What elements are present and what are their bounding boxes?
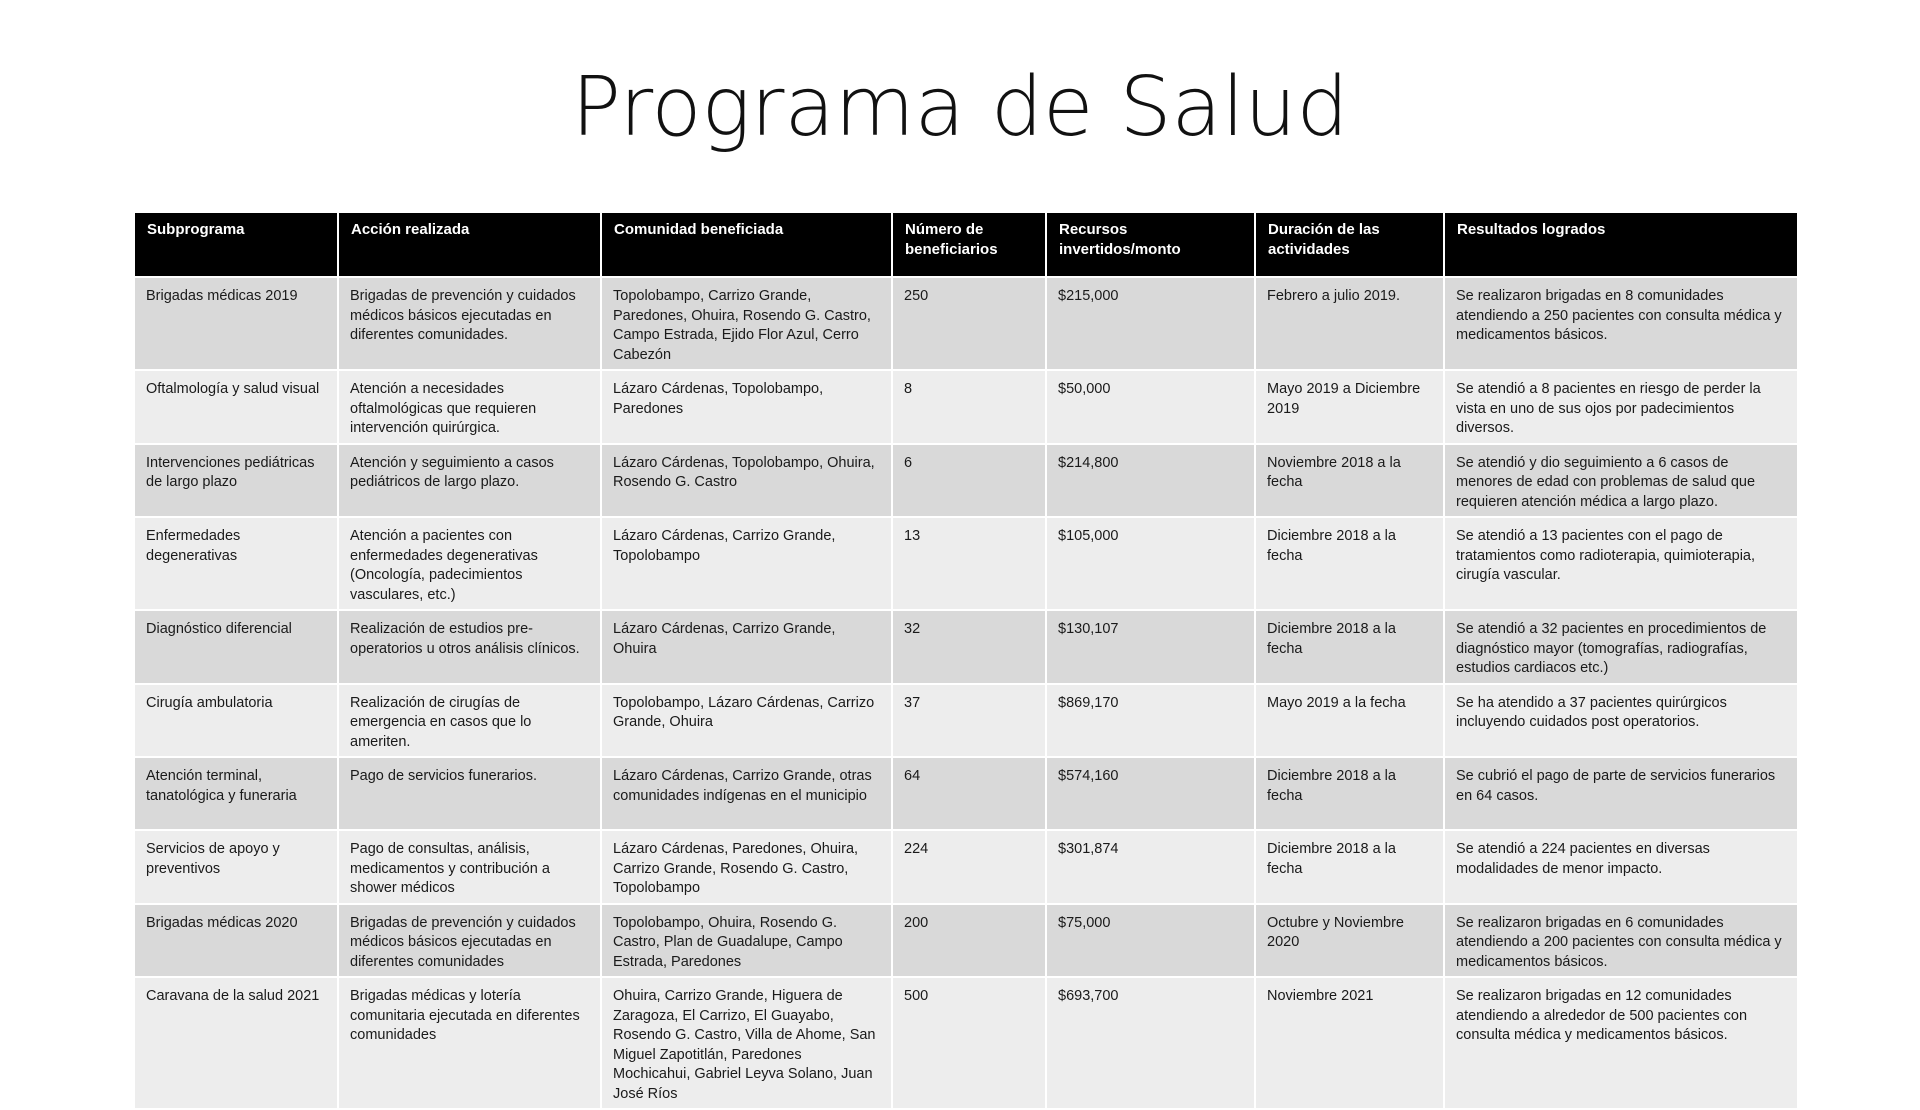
cell-comunidad: Lázaro Cárdenas, Topolobampo, Paredones bbox=[601, 370, 892, 444]
cell-subprograma: Servicios de apoyo y preventivos bbox=[134, 830, 338, 904]
cell-duracion: Noviembre 2018 a la fecha bbox=[1255, 444, 1444, 518]
cell-accion: Pago de consultas, análisis, medicamentos y contribución a shower médicos bbox=[338, 830, 601, 904]
table-row bbox=[134, 830, 1798, 904]
cell-subprograma: Enfermedades degenerativas bbox=[134, 517, 338, 610]
slide-title: Programa de Salud bbox=[571, 60, 1349, 155]
cell-recursos: $215,000 bbox=[1046, 277, 1255, 370]
table-row bbox=[134, 277, 1798, 370]
cell-duracion: Octubre y Noviembre 2020 bbox=[1255, 904, 1444, 978]
cell-beneficiarios: 250 bbox=[892, 277, 1046, 370]
cell-comunidad: Lázaro Cárdenas, Paredones, Ohuira, Carrizo Grande, Rosendo G. Castro, Topolobampo bbox=[601, 830, 892, 904]
cell-recursos: $574,160 bbox=[1046, 757, 1255, 830]
cell-beneficiarios: 200 bbox=[892, 904, 1046, 978]
cell-subprograma: Cirugía ambulatoria bbox=[134, 684, 338, 758]
cell-duracion: Diciembre 2018 a la fecha bbox=[1255, 517, 1444, 610]
cell-duracion: Mayo 2019 a la fecha bbox=[1255, 684, 1444, 758]
cell-accion: Brigadas de prevención y cuidados médicos básicos ejecutadas en diferentes comunidades bbox=[338, 904, 601, 978]
cell-subprograma: Brigadas médicas 2019 bbox=[134, 277, 338, 370]
cell-comunidad: Topolobampo, Carrizo Grande, Paredones, Ohuira, Rosendo G. Castro, Campo Estrada, Ejido Flor Azul, Cerro Cabezón bbox=[601, 277, 892, 370]
header-numero-beneficiarios: Número de beneficiarios bbox=[892, 212, 1046, 277]
cell-beneficiarios: 37 bbox=[892, 684, 1046, 758]
cell-recursos: $105,000 bbox=[1046, 517, 1255, 610]
health-program-table bbox=[133, 211, 1799, 1110]
cell-comunidad: Lázaro Cárdenas, Carrizo Grande, Ohuira bbox=[601, 610, 892, 684]
table-row bbox=[134, 904, 1798, 978]
cell-subprograma: Oftalmología y salud visual bbox=[134, 370, 338, 444]
cell-accion: Realización de estudios pre-operatorios u otros análisis clínicos. bbox=[338, 610, 601, 684]
header-duracion-actividades: Duración de las actividades bbox=[1255, 212, 1444, 277]
cell-beneficiarios: 500 bbox=[892, 977, 1046, 1109]
table-row bbox=[134, 977, 1798, 1109]
table-row bbox=[134, 684, 1798, 758]
cell-recursos: $693,700 bbox=[1046, 977, 1255, 1109]
header-recursos-invertidos: Recursos invertidos/monto bbox=[1046, 212, 1255, 277]
table-row bbox=[134, 444, 1798, 518]
cell-comunidad: Ohuira, Carrizo Grande, Higuera de Zaragoza, El Carrizo, El Guayabo, Rosendo G. Castro, Villa de Ahome, San Miguel Zapotitlán, Paredones Mochicahui, Gabriel Leyva Solano, Juan José Ríos bbox=[601, 977, 892, 1109]
header-resultados-logrados: Resultados logrados bbox=[1444, 212, 1798, 277]
cell-accion: Brigadas de prevención y cuidados médicos básicos ejecutadas en diferentes comunidades. bbox=[338, 277, 601, 370]
table-row bbox=[134, 757, 1798, 830]
table-header-row bbox=[134, 212, 1798, 277]
cell-resultados: Se cubrió el pago de parte de servicios funerarios en 64 casos. bbox=[1444, 757, 1798, 830]
cell-recursos: $214,800 bbox=[1046, 444, 1255, 518]
cell-accion: Pago de servicios funerarios. bbox=[338, 757, 601, 830]
cell-beneficiarios: 224 bbox=[892, 830, 1046, 904]
cell-accion: Atención y seguimiento a casos pediátricos de largo plazo. bbox=[338, 444, 601, 518]
cell-resultados: Se realizaron brigadas en 8 comunidades atendiendo a 250 pacientes con consulta médica y medicamentos básicos. bbox=[1444, 277, 1798, 370]
cell-duracion: Febrero a julio 2019. bbox=[1255, 277, 1444, 370]
cell-recursos: $301,874 bbox=[1046, 830, 1255, 904]
cell-subprograma: Caravana de la salud 2021 bbox=[134, 977, 338, 1109]
cell-comunidad: Topolobampo, Ohuira, Rosendo G. Castro, Plan de Guadalupe, Campo Estrada, Paredones bbox=[601, 904, 892, 978]
cell-subprograma: Intervenciones pediátricas de largo plazo bbox=[134, 444, 338, 518]
cell-subprograma: Brigadas médicas 2020 bbox=[134, 904, 338, 978]
cell-beneficiarios: 64 bbox=[892, 757, 1046, 830]
cell-subprograma: Atención terminal, tanatológica y funeraria bbox=[134, 757, 338, 830]
cell-subprograma: Diagnóstico diferencial bbox=[134, 610, 338, 684]
table-row bbox=[134, 517, 1798, 610]
table-row bbox=[134, 370, 1798, 444]
cell-duracion: Diciembre 2018 a la fecha bbox=[1255, 830, 1444, 904]
cell-beneficiarios: 8 bbox=[892, 370, 1046, 444]
cell-resultados: Se atendió y dio seguimiento a 6 casos de menores de edad con problemas de salud que requieren atención médica a largo plazo. bbox=[1444, 444, 1798, 518]
cell-comunidad: Topolobampo, Lázaro Cárdenas, Carrizo Grande, Ohuira bbox=[601, 684, 892, 758]
cell-comunidad: Lázaro Cárdenas, Topolobampo, Ohuira, Rosendo G. Castro bbox=[601, 444, 892, 518]
cell-duracion: Noviembre 2021 bbox=[1255, 977, 1444, 1109]
cell-beneficiarios: 6 bbox=[892, 444, 1046, 518]
cell-comunidad: Lázaro Cárdenas, Carrizo Grande, Topolobampo bbox=[601, 517, 892, 610]
cell-resultados: Se atendió a 13 pacientes con el pago de tratamientos como radioterapia, quimioterapia, cirugía vascular. bbox=[1444, 517, 1798, 610]
cell-duracion: Diciembre 2018 a la fecha bbox=[1255, 757, 1444, 830]
cell-recursos: $130,107 bbox=[1046, 610, 1255, 684]
cell-duracion: Mayo 2019 a Diciembre 2019 bbox=[1255, 370, 1444, 444]
cell-resultados: Se atendió a 8 pacientes en riesgo de perder la vista en uno de sus ojos por padecimientos diversos. bbox=[1444, 370, 1798, 444]
header-subprograma: Subprograma bbox=[134, 212, 338, 277]
cell-beneficiarios: 13 bbox=[892, 517, 1046, 610]
table-row bbox=[134, 610, 1798, 684]
header-comunidad-beneficiada: Comunidad beneficiada bbox=[601, 212, 892, 277]
cell-duracion: Diciembre 2018 a la fecha bbox=[1255, 610, 1444, 684]
cell-comunidad: Lázaro Cárdenas, Carrizo Grande, otras comunidades indígenas en el municipio bbox=[601, 757, 892, 830]
cell-recursos: $869,170 bbox=[1046, 684, 1255, 758]
cell-resultados: Se realizaron brigadas en 12 comunidades atendiendo a alrededor de 500 pacientes con consulta médica y medicamentos básicos. bbox=[1444, 977, 1798, 1109]
cell-resultados: Se atendió a 32 pacientes en procedimientos de diagnóstico mayor (tomografías, radiografías, estudios cardiacos etc.) bbox=[1444, 610, 1798, 684]
cell-accion: Brigadas médicas y lotería comunitaria ejecutada en diferentes comunidades bbox=[338, 977, 601, 1109]
cell-recursos: $75,000 bbox=[1046, 904, 1255, 978]
cell-accion: Atención a pacientes con enfermedades degenerativas (Oncología, padecimientos vasculares, etc.) bbox=[338, 517, 601, 610]
cell-resultados: Se atendió a 224 pacientes en diversas modalidades de menor impacto. bbox=[1444, 830, 1798, 904]
header-accion-realizada: Acción realizada bbox=[338, 212, 601, 277]
cell-accion: Realización de cirugías de emergencia en casos que lo ameriten. bbox=[338, 684, 601, 758]
cell-beneficiarios: 32 bbox=[892, 610, 1046, 684]
cell-recursos: $50,000 bbox=[1046, 370, 1255, 444]
cell-resultados: Se ha atendido a 37 pacientes quirúrgicos incluyendo cuidados post operatorios. bbox=[1444, 684, 1798, 758]
cell-accion: Atención a necesidades oftalmológicas que requieren intervención quirúrgica. bbox=[338, 370, 601, 444]
cell-resultados: Se realizaron brigadas en 6 comunidades atendiendo a 200 pacientes con consulta médica y medicamentos básicos. bbox=[1444, 904, 1798, 978]
